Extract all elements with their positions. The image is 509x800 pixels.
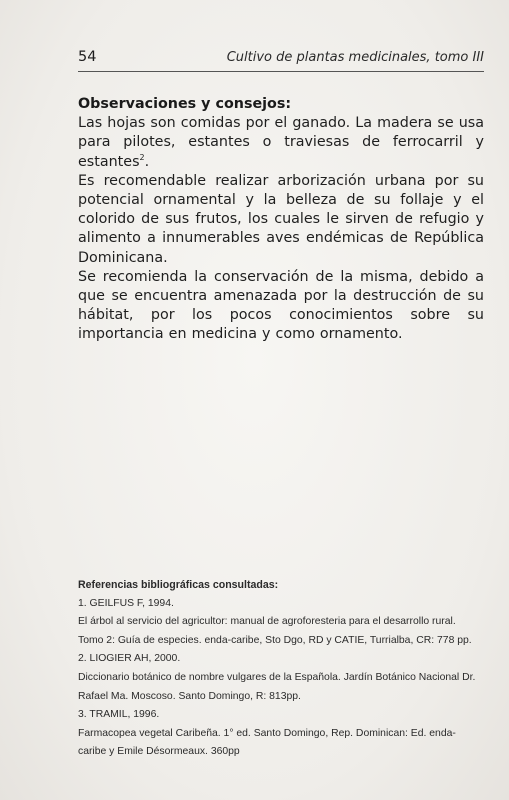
- reference-line: 1. GEILFUS F, 1994.: [78, 597, 174, 609]
- running-head: Cultivo de plantas medicinales, tomo III: [226, 50, 484, 65]
- paragraph-uses-end: .: [144, 153, 150, 170]
- paragraph-uses: [78, 114, 484, 172]
- reference-line: Tomo 2: Guía de especies. enda-caribe, Sto Dgo, RD y CATIE, Turrialba, CR: 778 pp.: [78, 634, 472, 646]
- section-heading: Observaciones y consejos:: [78, 96, 292, 112]
- paragraph-conservation: Se recomienda la conservación de la misma, debido a que se encuentra amenazada por la destrucción de su hábitat, por los pocos conocimientos sobre su importancia en medicina y como ornamento.: [78, 268, 484, 343]
- reference-line: 3. TRAMIL, 1996.: [78, 709, 160, 721]
- paragraph-ornamental: Es recomendable realizar arborización urbana por su potencial ornamental y la belleza de su follaje y el colorido de sus frutos, los cuales le sirven de refugio y alimento a innumerables aves endémicas de República Dominicana.: [78, 172, 484, 266]
- reference-line: Diccionario botánico de nombre vulgares de la Española. Jardín Botánico Nacional Dr.: [78, 671, 476, 683]
- page-header: [78, 49, 484, 71]
- footnote-ref: 2: [139, 152, 145, 162]
- reference-line: caribe y Emile Désormeaux. 360pp: [78, 746, 240, 758]
- header-rule: [78, 71, 484, 72]
- reference-line: El árbol al servicio del agricultor: manual de agroforesteria para el desarrollo rural.: [78, 616, 456, 628]
- reference-line: 2. LIOGIER AH, 2000.: [78, 653, 181, 665]
- paragraph-uses-text: Las hojas son comidas por el ganado. La madera se usa para pilotes, estantes o traviesas de ferrocarril y estantes: [78, 115, 484, 170]
- references-section: [78, 576, 488, 762]
- reference-line: Farmacopea vegetal Caribeña. 1° ed. Santo Domingo, Rep. Dominican: Ed. enda-: [78, 727, 456, 739]
- observaciones-section: [78, 95, 484, 345]
- references-title: Referencias bibliográficas consultadas:: [78, 579, 279, 591]
- reference-line: Rafael Ma. Moscoso. Santo Domingo, R: 813pp.: [78, 690, 301, 702]
- page-number: 54: [78, 49, 97, 65]
